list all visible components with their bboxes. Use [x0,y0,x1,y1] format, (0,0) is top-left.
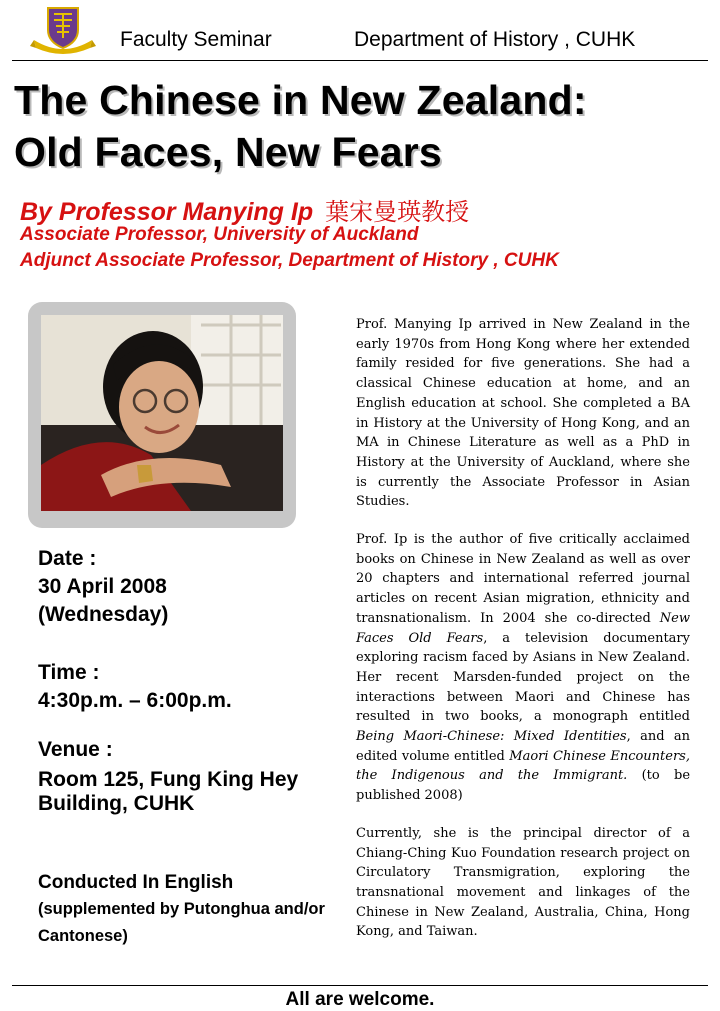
cuhk-crest-logo [30,4,96,56]
speaker-chinese-name: 葉宋曼瑛教授 [325,198,470,226]
bio-paragraph-3: Currently, she is the principal director of a Chiang-Ching Kuo Foundation research project on Circulatory Transmigration, exploring the transnational movement and linkages of the Chinese in New Zealand, Australia, China, Hong Kong, and Taiwan. [356,825,690,940]
speaker-name: By Professor Manying Ip [20,198,314,226]
speaker-name-line [20,192,469,227]
header-divider [12,60,708,61]
seminar-series-label: Faculty Seminar [120,28,272,51]
speaker-biography [356,315,690,960]
welcome-note: All are welcome. [285,989,435,1010]
speaker-portrait-photo [41,315,283,511]
language-note: (supplemented by Putonghua and/or Cantonese) [38,900,325,945]
language-info: Conducted In English [38,872,234,893]
date-value: 30 April 2008 [38,575,167,598]
venue-line-2: Building, CUHK [38,792,195,815]
date-label: Date : [38,547,97,570]
department-label: Department of History , CUHK [354,28,636,51]
title-line-1: The Chinese in New Zealand: [14,77,587,123]
bio-paragraph-1: Prof. Manying Ip arrived in New Zealand in the early 1970s from Hong Kong where her extended family resided for five generations. She had a classical Chinese education at home, and an English education at school. She completed a BA in History at the University of Hong Kong, and an MA in Chinese Literature as well as a PhD in History at the University of Auckland, where she is currently the Associate Professor in Asian Studies. [356,317,690,510]
day-value: (Wednesday) [38,603,169,626]
edited-volume-title: Maori Chinese Encounters, the Indigenous and the Immigrant. [356,748,690,784]
bio-paragraph-2: Prof. Ip is the author of five critically acclaimed books on Chinese in New Zealand as well as over 20 chapters and international referred journal articles on recent Asian migration, ethnicity and transnationalism. In 2004 she co-directed New Faces Old Fears, a television documentary exploring racism faced by Asians in New Zealand. Her recent Marsden-funded project on the interactions between Maori and Chinese has resulted in two books, a monograph entitled Being Maori-Chinese: Mixed Identities, and an edited volume entitled Maori Chinese Encounters, the Indigenous and the Immigrant. (to be published 2008) [356,532,691,804]
venue-label: Venue : [38,738,113,761]
footer-divider [12,985,708,986]
speaker-position-1: Associate Professor, University of Auckland [20,224,419,245]
time-label: Time : [38,661,100,684]
seminar-title [14,74,714,178]
venue-line-1: Room 125, Fung King Hey [38,768,299,791]
title-line-2: Old Faces, New Fears [14,129,442,175]
documentary-title: New Faces Old Fears [356,610,690,646]
time-value: 4:30p.m. – 6:00p.m. [38,689,232,712]
speaker-position-2: Adjunct Associate Professor, Department of History , CUHK [20,250,559,271]
monograph-title: Being Maori-Chinese: Mixed Identities [356,729,627,745]
